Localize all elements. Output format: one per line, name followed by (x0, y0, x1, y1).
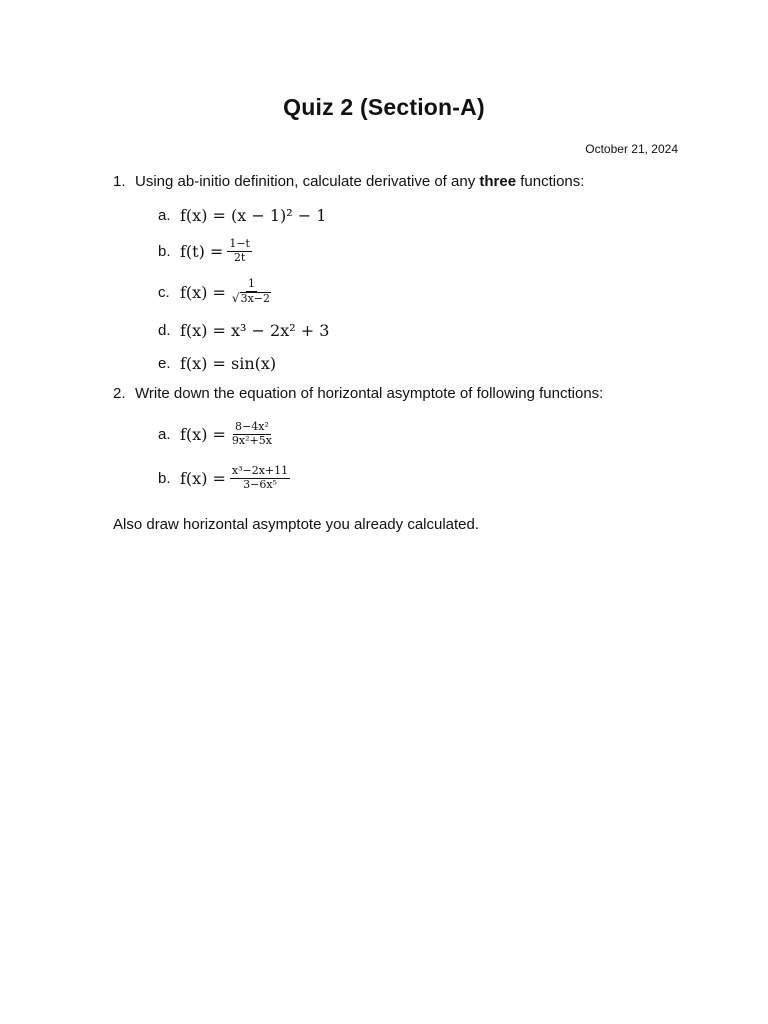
denominator: 3x−2 (240, 292, 270, 306)
denominator: 2t (233, 250, 246, 264)
question-2 (113, 385, 603, 402)
page-title: Quiz 2 (Section-A) (283, 94, 485, 120)
q1-item-b (158, 236, 252, 266)
math-expression: f(x) = sin(x) (180, 353, 277, 373)
item-label: b. (158, 242, 171, 260)
q1-item-a (158, 200, 326, 230)
fraction (230, 421, 274, 447)
question-1 (113, 173, 584, 190)
denominator: 3−6x⁵ (243, 477, 277, 491)
denominator-root (230, 292, 273, 306)
math-lhs: f(x) = (180, 424, 226, 444)
question-text: Using ab-initio definition, calculate derivative of any (135, 173, 480, 190)
question-text: Write down the equation of horizontal asymptote of following functions: (135, 385, 604, 402)
fraction (230, 278, 273, 305)
denominator: 9x²+5x (231, 433, 272, 447)
item-label: b. (158, 469, 171, 487)
fraction (227, 238, 252, 264)
math-expression: f(x) = (x − 1)² − 1 (180, 205, 327, 225)
q1-item-c (158, 277, 273, 307)
item-label: e. (158, 354, 171, 372)
question-number: 2. (113, 385, 126, 402)
item-label: a. (158, 206, 171, 224)
fraction (230, 465, 290, 491)
footer-instruction: Also draw horizontal asymptote you already calculated. (113, 516, 480, 533)
question-number: 1. (113, 173, 126, 190)
q1-item-d (158, 315, 329, 345)
question-emphasis: three (479, 173, 517, 190)
question-text-end: functions: (516, 173, 585, 190)
q1-item-e (158, 348, 276, 378)
math-lhs: f(x) = (180, 282, 226, 302)
numerator: 1 (247, 277, 255, 291)
item-label: c. (158, 283, 170, 301)
math-lhs: f(t) = (180, 241, 224, 261)
math-expression: f(x) = x³ − 2x² + 3 (180, 320, 330, 340)
numerator: 8−4x² (235, 419, 269, 433)
numerator: x³−2x+11 (231, 463, 289, 477)
numerator: 1−t (229, 236, 250, 250)
item-label: d. (158, 321, 171, 339)
quiz-date: October 21, 2024 (585, 142, 678, 156)
math-expression (180, 238, 252, 264)
math-expression (180, 421, 274, 447)
q2-item-a (158, 419, 274, 449)
radical-sign: √ (231, 290, 240, 305)
math-expression (180, 465, 290, 491)
math-expression (180, 278, 273, 305)
q2-item-b (158, 463, 290, 493)
math-lhs: f(x) = (180, 468, 226, 488)
item-label: a. (158, 425, 171, 443)
